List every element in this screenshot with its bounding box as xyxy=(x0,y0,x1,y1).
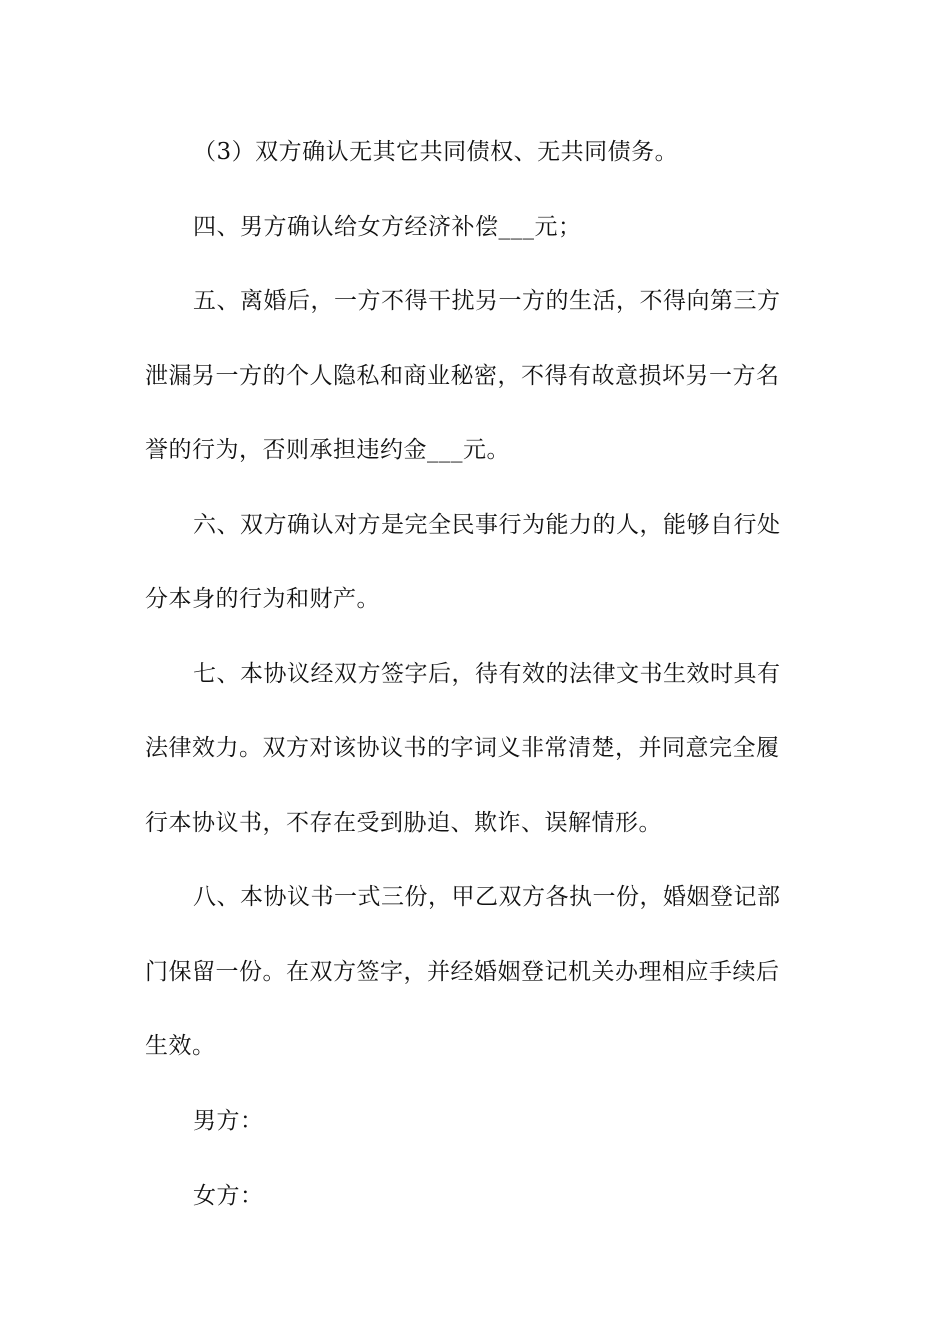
clause-eight-line-2: 门保留一份。在双方签字，并经婚姻登记机关办理相应手续后 xyxy=(145,959,780,985)
clause-six-line-2: 分本身的行为和财产。 xyxy=(145,586,380,612)
clause-3-line: （3）双方确认无其它共同债权、无共同债务。 xyxy=(193,139,679,165)
clause-five-line-3: 誉的行为，否则承担违约金___元。 xyxy=(145,437,510,463)
clause-eight-line-1: 八、本协议书一式三份，甲乙双方各执一份，婚姻登记部 xyxy=(193,884,781,910)
female-party-signature-label: 女方： xyxy=(193,1183,264,1209)
clause-seven-line-2: 法律效力。双方对该协议书的字词义非常清楚，并同意完全履 xyxy=(145,735,780,761)
clause-five-line-1: 五、离婚后，一方不得干扰另一方的生活，不得向第三方 xyxy=(193,288,781,314)
clause-five-line-2: 泄漏另一方的个人隐私和商业秘密，不得有故意损坏另一方名 xyxy=(145,363,780,389)
clause-eight-line-3: 生效。 xyxy=(145,1033,216,1059)
male-party-signature-label: 男方： xyxy=(193,1108,264,1134)
clause-four-line: 四、男方确认给女方经济补偿___元； xyxy=(193,214,582,240)
clause-six-line-1: 六、双方确认对方是完全民事行为能力的人，能够自行处 xyxy=(193,512,781,538)
clause-seven-line-3: 行本协议书，不存在受到胁迫、欺诈、误解情形。 xyxy=(145,810,662,836)
clause-seven-line-1: 七、本协议经双方签字后，待有效的法律文书生效时具有 xyxy=(193,661,781,687)
